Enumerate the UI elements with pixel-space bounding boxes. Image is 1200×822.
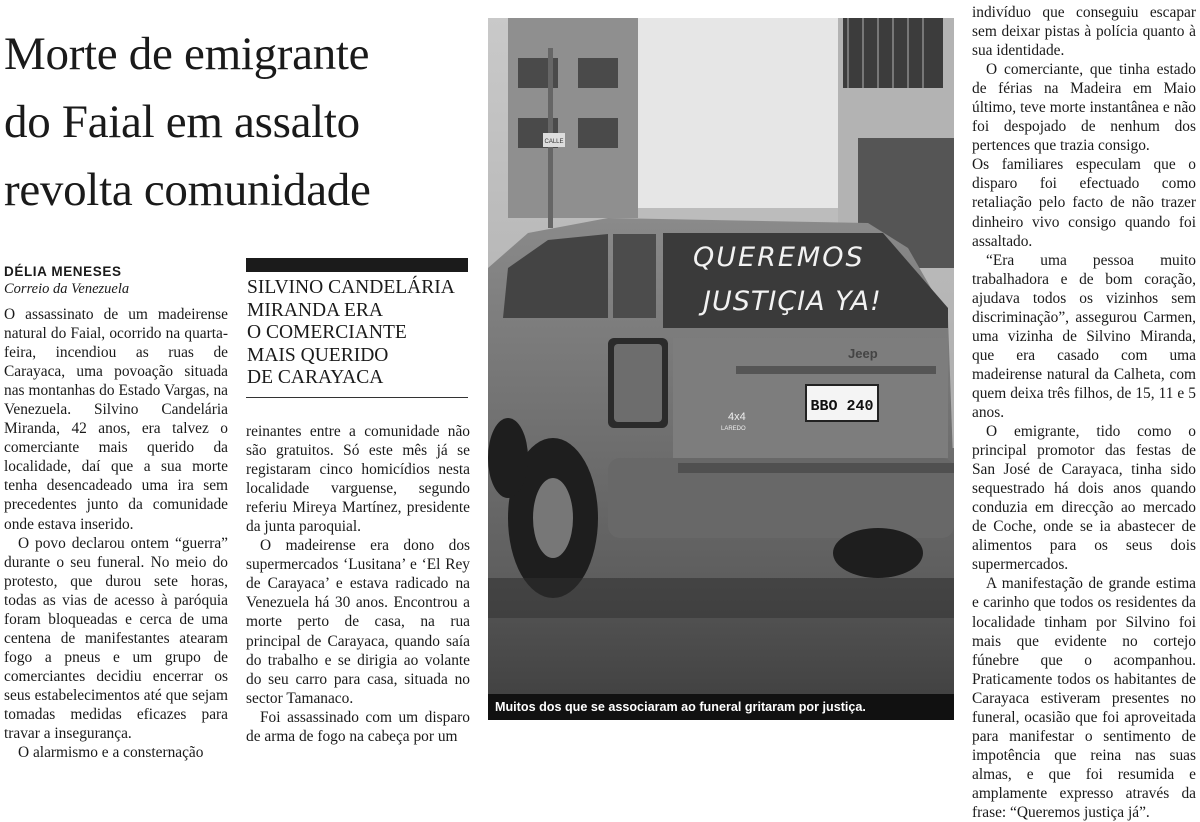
pullquote-bar	[246, 258, 468, 272]
window-writing: JUSTIÇIA YA!	[703, 286, 882, 317]
paragraph: indivíduo que conseguiu escapar sem deixar pistas à polícia quanto à sua identidade.	[972, 4, 1196, 60]
pullquote-line: DE CARAYACA	[247, 367, 384, 388]
pullquote-line: MIRANDA ERA	[247, 299, 383, 321]
badge-laredo: LAREDO	[721, 426, 746, 432]
badge-4x4: 4x4	[728, 411, 746, 423]
article-column-1	[4, 305, 228, 762]
headline-line: do Faial em assalto	[4, 96, 360, 148]
paragraph: Foi assassinado com um disparo de arma de fogo na cabeça por um	[246, 708, 470, 745]
paragraph: “Era uma pessoa muito trabalhadora e de bom coração, ajudava todos os vizinhos sem discriminação”, assegurou Carmen, uma vizinha de Silvino Miranda, que era casado com uma madeirense natural da Calheta, com quem deixa três filhos, de 15, 11 e 5 anos.	[972, 251, 1196, 421]
pullquote-line: SILVINO CANDELÁRIA	[247, 277, 455, 298]
paragraph: O alarmismo e a consternação	[18, 744, 204, 762]
paragraph: reinantes entre a comunidade não são gratuitos. Só este mês já se registaram cinco homicídios nesta localidade varguense, segundo referiu Mireya Martínez, presidente da junta paroquial.	[246, 423, 470, 536]
car-brand: Jeep	[848, 346, 878, 361]
outlet-name: Correio da Venezuela	[4, 281, 130, 297]
paragraph: O assassinato de um madeirense natural do Faial, ocorrido na quarta-feira, incendiou as ruas de Carayaca, uma povoação situada nas montanhas do Estado Vargas, na Venezuela. Silvino Candelária Miranda, 42 anos, era talvez o comerciante mais querido da localidade, daí que a sua morte tenha desencadeado uma ira sem precedentes junto da comunidade onde estava inserido.	[4, 306, 228, 533]
window-writing: QUEREMOS	[693, 242, 865, 273]
pullquote-rule	[246, 397, 468, 398]
news-photo	[488, 18, 954, 720]
paragraph: O povo declarou ontem “guerra” durante o seu funeral. No meio do protesto, que durou sete horas, todas as vias de acesso à paróquia foram bloqueadas e cerca de uma centena de manifestantes atearam fogo a pneus e um grupo de comerciantes decidiu encerrar os seus estabelecimentos até que sejam tomadas medidas eficazes para travar a insegurança.	[4, 534, 228, 743]
headline-line: revolta comunidade	[4, 164, 371, 216]
article-column-2	[246, 422, 470, 746]
pullquote-line: O COMERCIANTE	[247, 322, 407, 343]
pullquote	[247, 277, 469, 390]
headline-line: Morte de emigrante	[4, 28, 370, 80]
paragraph: Os familiares especulam que o disparo foi efectuado como retaliação pelo facto de não trazer dinheiro vivo consigo quando foi assaltado.	[972, 156, 1196, 250]
paragraph: A manifestação de grande estima e carinho que todos os residentes da localidade tinham por Silvino foi mais que evidente no cortejo fúnebre que o acompanhou. Praticamente todos os habitantes de Carayaca estiveram presentes no funeral, ocasião que foi aproveitada para manifestar o sentimento de impotência que reina nas suas almas, e que foi resumida e amplamente expresso através da frase: “Queremos justiça já”.	[972, 575, 1196, 821]
byline	[4, 263, 230, 298]
headline	[4, 20, 474, 224]
article-column-3	[972, 3, 1196, 822]
photo-illustration	[488, 18, 954, 720]
author-name: DÉLIA MENESES	[4, 264, 122, 279]
photo-caption: Muitos dos que se associaram ao funeral gritaram por justiça.	[488, 694, 954, 720]
pullquote-line: MAIS QUERIDO	[247, 344, 389, 366]
license-plate-text: BBO 240	[810, 398, 874, 415]
paragraph: O madeirense era dono dos supermercados ‘Lusitana’ e ‘El Rey de Carayaca’ e estava radicado na Venezuela há 30 anos. Encontrou a morte perto de casa, na rua principal de Carayaca, quando saía do trabalho e se dirigia ao volante do seu carro para casa, situada no sector Tamanaco.	[246, 537, 470, 707]
paragraph: O comerciante, que tinha estado de férias na Madeira em Maio último, teve morte instantânea e não foi despojado de nenhum dos pertences que trazia consigo.	[972, 61, 1196, 155]
street-sign-text: CALLE	[544, 139, 564, 145]
paragraph: O emigrante, tido como o principal promotor das festas de San José de Carayaca, tinha sido sequestrado há dois anos quando conduzia em direcção ao mercado de Coche, onde se ia abastecer de alimentos para os seus dois supermercados.	[972, 423, 1196, 574]
